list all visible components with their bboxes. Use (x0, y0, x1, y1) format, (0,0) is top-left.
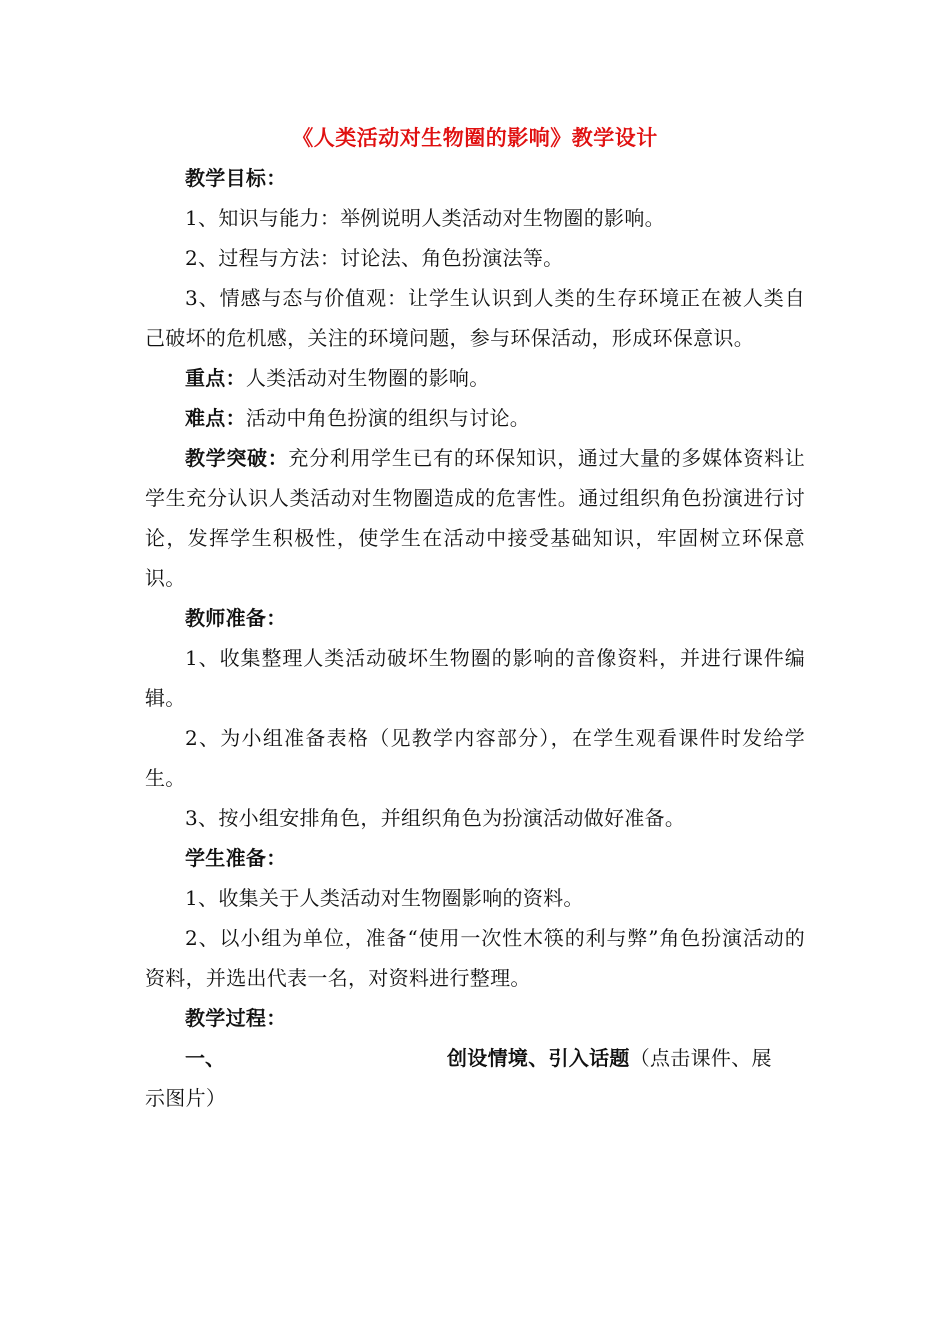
section-title: 创设情境、引入话题 (447, 1046, 630, 1070)
objective-item: 1、知识与能力：举例说明人类活动对生物圈的影响。 (185, 206, 665, 230)
process-heading: 教学过程： (185, 1006, 287, 1030)
key-point-paragraph (145, 358, 805, 398)
key-point-label: 重点： (185, 366, 246, 390)
section-note: （点击课件、展 (629, 1046, 772, 1070)
student-prep-item: 2、以小组为单位，准备“使用一次性木筷的利与弊”角色扮演活动的资料，并选出代表一名，对资料进行整理。 (145, 926, 805, 990)
process-section-heading (145, 1038, 805, 1078)
objective-item: 2、过程与方法：讨论法、角色扮演法等。 (185, 246, 564, 270)
teacher-prep-item: 3、按小组安排角色，并组织角色为扮演活动做好准备。 (185, 806, 686, 830)
student-prep-heading: 学生准备： (185, 846, 287, 870)
difficulty-paragraph (145, 398, 805, 438)
teacher-prep-item: 1、收集整理人类活动破坏生物圈的影响的音像资料，并进行课件编辑。 (145, 646, 805, 710)
teacher-prep-item: 2、为小组准备表格（见教学内容部分），在学生观看课件时发给学生。 (145, 726, 805, 790)
section-number: 一、 (185, 1046, 225, 1070)
key-point-text: 人类活动对生物圈的影响。 (245, 366, 490, 390)
student-prep-item: 1、收集关于人类活动对生物圈影响的资料。 (185, 886, 584, 910)
document-title: 《人类活动对生物圈的影响》教学设计 (292, 125, 658, 150)
section-note-continued: 示图片） (145, 1086, 227, 1110)
difficulty-label: 难点： (185, 406, 246, 430)
breakthrough-label: 教学突破： (185, 446, 289, 470)
breakthrough-text: 充分利用学生已有的环保知识，通过大量的多媒体资料让学生充分认识人类活动对生物圈造成的危害性。通过组织角色扮演进行讨论，发挥学生积极性，使学生在活动中接受基础知识，牢固树立环保意识。 (145, 446, 806, 590)
objective-item: 3、情感与态与价值观：让学生认识到人类的生存环境正在被人类自己破坏的危机感，关注的环境问题，参与环保活动，形成环保意识。 (145, 286, 805, 350)
teacher-prep-heading: 教师准备： (185, 606, 287, 630)
objectives-heading: 教学目标： (185, 166, 287, 190)
difficulty-text: 活动中角色扮演的组织与讨论。 (245, 406, 531, 430)
breakthrough-paragraph (145, 438, 805, 598)
document-page (145, 118, 805, 1118)
section-title-line (447, 1038, 772, 1078)
